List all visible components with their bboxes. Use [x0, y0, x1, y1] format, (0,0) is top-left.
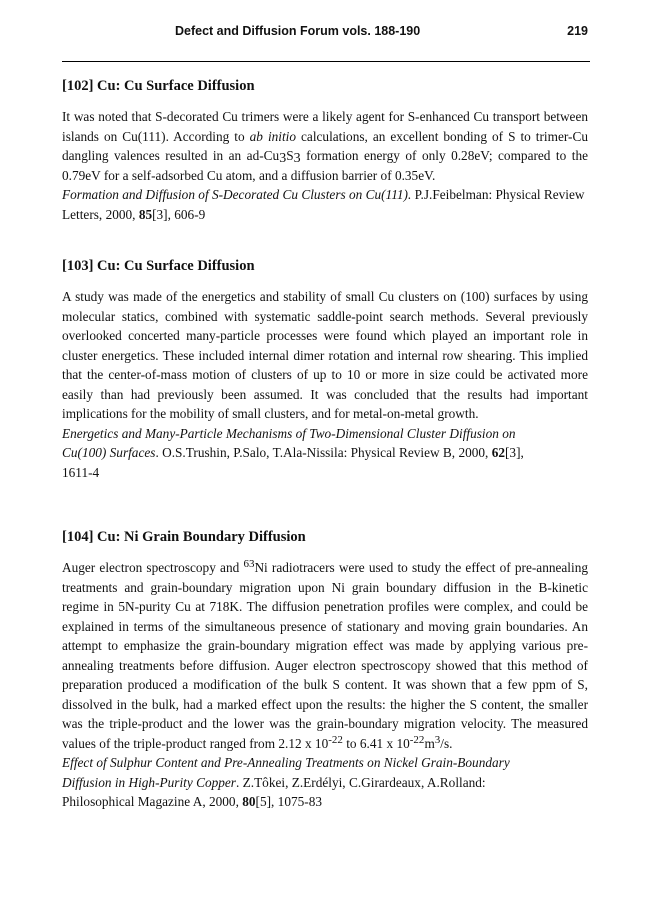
entry-102 [62, 77, 588, 224]
entry-title: [104] Cu: Ni Grain Boundary Diffusion [62, 529, 306, 545]
entry-citation: Formation and Diffusion of S-Decorated Cu Clusters on Cu(111). P.J.Feibelman: Physical Review Letters, 2000, 85[3], 606-9 [62, 187, 585, 222]
journal-title: Defect and Diffusion Forum vols. 188-190 [175, 24, 421, 38]
header-rule [62, 61, 590, 62]
entry-abstract: A study was made of the energetics and stability of small Cu clusters on (100) surfaces by using molecular statics, combined with systematic saddle-point search methods. Several previously overlooked concerted many-particle processes were found which played an important role in cluster energetics. These included internal dimer rotation and internal row shearing. This implied that the center-of-mass motion of clusters of up to 10 or more in size could be activated more easily than had previously been assumed. It was concluded that the results had important implications for the mobility of small clusters, and for metal-on-metal growth. [62, 289, 588, 421]
citation-title: Formation and Diffusion of S-Decorated Cu Clusters on Cu(111). [62, 187, 412, 202]
entry-title: [102] Cu: Cu Surface Diffusion [62, 78, 255, 94]
running-header [62, 24, 588, 42]
entry-103 [62, 257, 588, 482]
citation-title: Energetics and Many-Particle Mechanisms of Two-Dimensional Cluster Diffusion on [62, 425, 516, 441]
entry-abstract: It was noted that S-decorated Cu trimers were a likely agent for S-enhanced Cu transport between islands on Cu(111). According to ab initio calculations, an excellent bonding of S to trimer-Cu dangling valences resulted in an ad-Cu3S3 formation energy of only 0.28eV; compared to the 0.79eV for a self-adsorbed Cu atom, and a diffusion barrier of 0.35eV. [62, 109, 588, 183]
entry-104 [62, 528, 588, 812]
page-number: 219 [567, 24, 588, 38]
entry-citation: Effect of Sulphur Content and Pre-Annealing Treatments on Nickel Grain-Boundary Diffusion in High-Purity Copper. Z.Tôkei, Z.Erdélyi, C.Girardeaux, A.Rolland: Philosophical Magazine A, 2000, 80[5], 1075-83 [62, 755, 510, 809]
citation-title: Effect of Sulphur Content and Pre-Annealing Treatments on Nickel Grain-Boundary [62, 755, 510, 770]
entry-citation: Energetics and Many-Particle Mechanisms of Two-Dimensional Cluster Diffusion on Cu(100) Surfaces. O.S.Trushin, P.Salo, T.Ala-Nissila: Physical Review B, 2000, 62[3], 1611-4 [62, 425, 524, 480]
entry-abstract: Auger electron spectroscopy and $^{63}$Ni radiotracers were used to study the effect of pre-annealing treatments and grain-boundary migration upon Ni grain boundary diffusion in the B-kinetic regime in 5N-purity Cu at 718K. The diffusion penetration profiles were complex, and could be explained in terms of the simultaneous presence of stationary and moving grain boundaries. An attempt to emphasize the grain-boundary migration effect was made by applying various pre-annealing treatments before diffusion. Auger electron spectroscopy showed that this method of preparation produced a modification of the bulk S content. It was shown that a few ppm of S, dissolved in the bulk, had a marked effect upon the results: the higher the S content, the smaller was the triple-product and the lower was the grain-boundary migration velocity. The measured values of the triple-product ranged from 2.12 x $10^{-22}$ to 6.41 x $10^{-22}m^3/s$. [62, 558, 588, 751]
entry-title: [103] Cu: Cu Surface Diffusion [62, 258, 255, 274]
